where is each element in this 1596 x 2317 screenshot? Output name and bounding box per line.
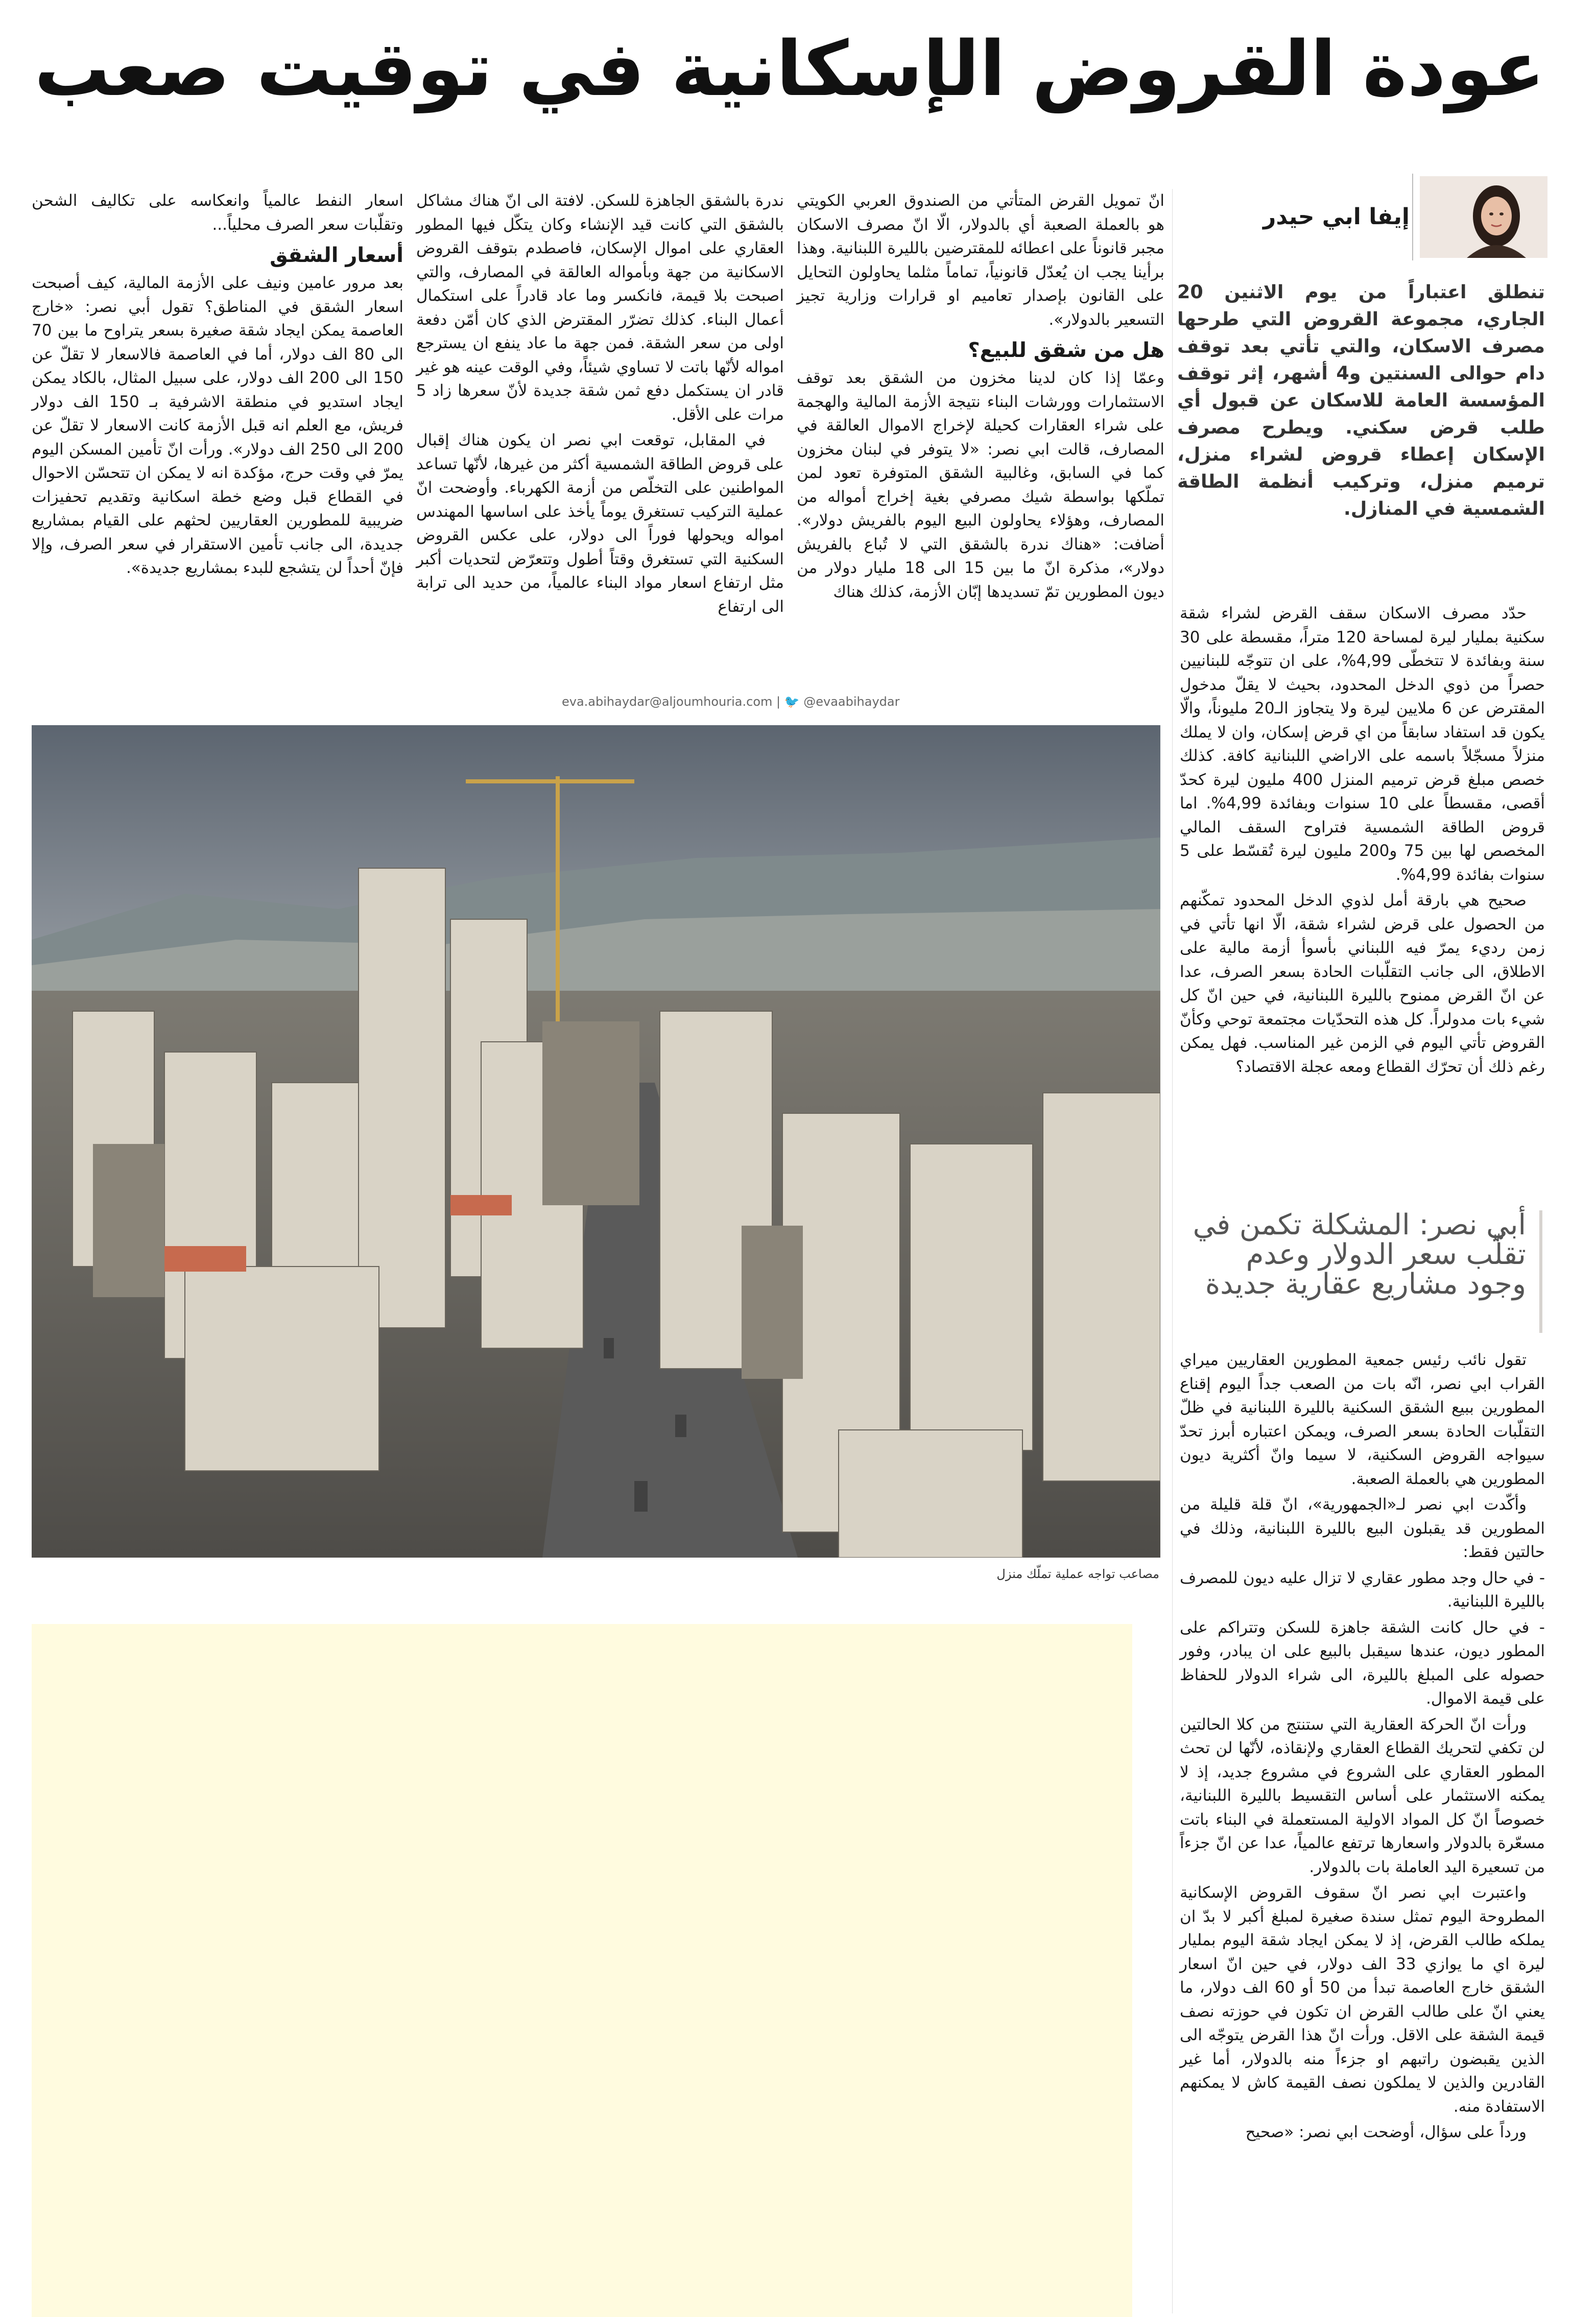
col1b-paragraph-3: ورأت انّ الحركة العقارية التي ستنتج من كلا الحالتين لن تكفي لتحريك القطاع العقاري ولإنقاذه، لأنّها لن تحث المطور العقاري على الشروع في مشروع جديد، إذ لا يمكنه الاستثمار على أساس التقسيط بالليرة اللبنانية، خصوصاً انّ كل المواد الاولية المستعملة في البناء باتت مسعّرة بالدولار واسعارها ترتفع عالمياً، عدا عن انّ جزءاً من تسعيرة اليد العاملة بات بالدولار. [1180,1715,1545,1876]
photo-caption: مصاعب تواجه عملية تملّك منزل [996,1567,1159,1581]
article-column-1-continued [1180,1348,1545,2313]
pull-quote: أبي نصر: المشكلة تكمن في تقلّب سعر الدولار وعدم وجود مشاريع عقارية جديدة [1185,1210,1542,1333]
col1b-bullet-2: - في حال كانت الشقة جاهزة للسكن وتتراكم على المطور ديون، عندها سيقبل بالبيع على ان يبادر، وفور حصوله على المبلغ بالليرة، الى شراء الدولار للحفاظ على قيمة الاموال. [1180,1618,1545,1708]
article-column-4 [32,189,403,689]
col1-paragraph-2: صحيح هي بارقة أمل لذوي الدخل المحدود تمكّنهم من الحصول على قرض لشراء شقة، الّا انها تأتي في زمن رديء يمرّ فيه اللبناني بأسوأ أزمة مالية على الاطلاق، الى جانب التقلّبات الحادة بسعر الصرف، عدا عن انّ القرض ممنوح بالليرة اللبنانية، في حين انّ كل شيء بات مدولراً. كل هذه التحدّيات مجتمعة توحي وكأنّ القروض تأتي اليوم في الزمن غير المناسب. فهل يمكن رغم ذلك أن تحرّك القطاع ومعه عجلة الاقتصاد؟ [1180,891,1545,1076]
col1-paragraph-1: حدّد مصرف الاسكان سقف القرض لشراء شقة سكنية بمليار ليرة لمساحة 120 متراً، مقسطة على 30 سنة وبفائدة لا تتخطّى 4,99%، على ان تتوجّه للبنانيين حصراً من ذوي الدخل المحدود، بحيث لا يقلّ مدخول المقترض عن 6 ملايين ليرة ولا يتجاوز الـ20 مليوناً، والّا يكون قد استفاد سابقاً من اي قرض إسكان، وان لا يملك منزلاً مسجّلاً باسمه على الاراضي اللبنانية كافة. كذلك خصص مبلغ قرض ترميم المنزل 400 مليون ليرة كحدّ أقصى، مقسطاً على 10 سنوات وبفائدة 4,99%. اما قروض الطاقة الشمسية فتراوح السقف المالي المخصص لها بين 75 و200 مليون ليرة تُقسّط على 5 سنوات بفائدة 4,99%. [1180,604,1545,884]
col1b-paragraph-5: ورداً على سؤال، أوضحت ابي نصر: «صحيح [1245,2123,1527,2141]
cityscape-photo [32,725,1160,1558]
author-photo [1420,176,1547,258]
article-column-3 [416,189,784,695]
author-contact: eva.abihaydar@aljoumhouria.com | 🐦 @evaabihaydar [562,695,900,709]
col4-paragraph-2: بعد مرور عامين ونيف على الأزمة المالية، كيف أصبحت اسعار الشقق في المناطق؟ تقول أبي نصر: «خارج العاصمة يمكن ايجاد شقة صغيرة بسعر يتراوح ما بين 70 الى 80 الف دولار، أما في العاصمة فالاسعار لا تقلّ عن 150 الى 200 الف دولار، على سبيل المثال، بالكاد يمكن ايجاد استديو في منطقة الاشرفية بـ 150 الف دولار فريش، مع العلم انه قبل الأزمة كانت الاسعار لا تقلّ عن 200 الى 250 الف دولار». ورأت انّ تأمين المسكن اليوم يمرّ في وقت حرج، مؤكدة انه لا يمكن ان تتحسّن الاحوال في القطاع قبل وضع خطة اسكانية وتقديم تحفيزات ضريبية للمطورين العقاريين لحثهم على القيام بمشاريع جديدة، الى جانب تأمين الاستقرار في سعر الصرف، وإلا فإنّ أحداً لن يتشجع للبدء بمشاريع جديدة». [32,274,403,577]
article-column-1 [1180,602,1545,1181]
headline: عودة القروض الإسكانية في توقيت صعب [34,25,1545,113]
author-divider [1412,174,1413,260]
col1b-paragraph-2: وأكّدت ابي نصر لـ«الجمهورية»، انّ قلة قليلة من المطورين قد يقبلون البيع بالليرة اللبنانية، وذلك في حالتين فقط: [1180,1495,1545,1561]
author-portrait-icon [1420,176,1547,258]
article-column-2 [797,189,1164,695]
col4-subheading: أسعار الشقق [270,244,403,267]
col4-paragraph-1: اسعار النفط عالمياً وانعكاسه على تكاليف الشحن وتقلّبات سعر الصرف محلياً... [32,192,403,234]
col1b-bullet-1: - في حال وجد مطور عقاري لا تزال عليه ديون للمصرف بالليرة اللبنانية. [1180,1568,1545,1611]
col2-subheading: هل من شقق للبيع؟ [968,339,1164,362]
cityscape-image-icon [32,725,1160,1558]
lead-paragraph: تنطلق اعتباراً من يوم الاثنين 20 الجاري، مجموعة القروض التي طرحها مصرف الاسكان، والتي تأتي بعد توقف دام حوالى السنتين و4 أشهر، إثر توقف المؤسسة العامة للاسكان عن قبول أي طلب قرض سكني. ويطرح مصرف الإسكان إعطاء قروض لشراء منزل، ترميم منزل، وتركيب أنظمة الطاقة الشمسية في المنازل. [1177,281,1545,519]
col2-paragraph-1: انّ تمويل القرض المتأتي من الصندوق العربي الكويتي هو بالعملة الصعبة أي بالدولار، الّا انّ مصرف الاسكان مجبر قانوناً على اعطائه للمقترضين بالليرة اللبنانية. وهذا برأينا يجب ان يُعدّل قانونياً، تماماً مثلما يحاولون التحايل على القانون بإصدار تعاميم او قرارات وزارية تجيز التسعير بالدولار». [797,192,1164,329]
col2-paragraph-2: وعمّا إذا كان لدينا مخزون من الشقق بعد توقف الاستثمارات وورشات البناء نتيجة الأزمة المالية والهجمة على شراء العقارات كحيلة لإخراج الاموال العالقة في المصارف، قالت ابي نصر: «لا يتوفر في لبنان مخزون كما في السابق، وغالبية الشقق المتوفرة تعود لمن تملّكها بواسطة شيك مصرفي بغية إخراج أمواله من المصارف، وهؤلاء يحاولون البيع اليوم بالفريش دولار». أضافت: «هناك ندرة بالشقق التي لا تُباع بالفريش دولار»، مذكرة انّ ما بين 15 الى 18 مليار دولار من ديون المطورين تمّ تسديدها إبّان الأزمة، كذلك هناك [797,369,1164,601]
col1b-paragraph-4: واعتبرت ابي نصر انّ سقوف القروض الإسكانية المطروحة اليوم تمثل سندة صغيرة لمبلغ أكبر لا بدّ ان يملكه طالب القرض، إذ لا يمكن ايجاد شقة اليوم بمليار ليرة اي ما يوازي 33 الف دولار، في حين انّ اسعار الشقق خارج العاصمة تبدأ من 50 أو 60 الف دولار، ما يعني انّ على طالب القرض ان تكون في حوزته نصف قيمة الشقة على الاقل. ورأت انّ هذا القرض يتوجّه الى الذين يقبضون راتبهم او جزءاً منه بالدولار، أما غير القادرين والذين لا يملكون نصف القيمة كاش لا يمكنهم الاستفادة منه. [1180,1883,1545,2116]
column-divider [1172,189,1173,2313]
advert-placeholder-box [32,1624,1132,2317]
author-name: إيفا ابي حيدر [1263,204,1410,230]
col1b-paragraph-1: تقول نائب رئيس جمعية المطورين العقاريين ميراي القراب ابي نصر، انّه بات من الصعب جداً اليوم إقناع المطورين ببيع الشقق السكنية بالليرة اللبنانية في ظلّ التقلّبات الحادة بسعر الصرف، ويمكن اعتباره أبرز تحدّ سيواجه القروض السكنية، لا سيما وانّ أكثرية ديون المطورين هي بالعملة الصعبة. [1180,1351,1545,1488]
col3-paragraph-2: في المقابل، توقعت ابي نصر ان يكون هناك إقبال على قروض الطاقة الشمسية أكثر من غيرها، لأنّها تساعد المواطنين على التخلّص من أزمة الكهرباء. وأوضحت انّ عملية التركيب تستغرق يوماً يأخذ على اساسها المهندس امواله ويحولها فوراً الى دولار، على عكس القروض السكنية التي تستغرق وقتاً أطول وتتعرّض لتحديات أكبر مثل ارتفاع اسعار مواد البناء عالمياً، من حديد الى ترابة الى ارتفاع [416,431,784,616]
col3-paragraph-1: ندرة بالشقق الجاهزة للسكن. لافتة الى انّ هناك مشاكل بالشقق التي كانت قيد الإنشاء وكان يتكّل فيها المطور العقاري على اموال الإسكان، فاصطدم بتوقف القروض الاسكانية من جهة وبأمواله العالقة في المصارف، والتي اصبحت بلا قيمة، فانكسر وما عاد قادراً على استكمال أعمال البناء. كذلك تضرّر المقترض الذي كان أمّن دفعة اولى من سعر الشقة. فمن جهة ما عاد ينفع ان يسترجع امواله لأنّها باتت لا تساوي شيئاً، وفي الوقت عينه هو غير قادر ان يستكمل دفع ثمن شقة جديدة لأنّ سعرها زاد 5 مرات على الأقل. [416,192,784,424]
